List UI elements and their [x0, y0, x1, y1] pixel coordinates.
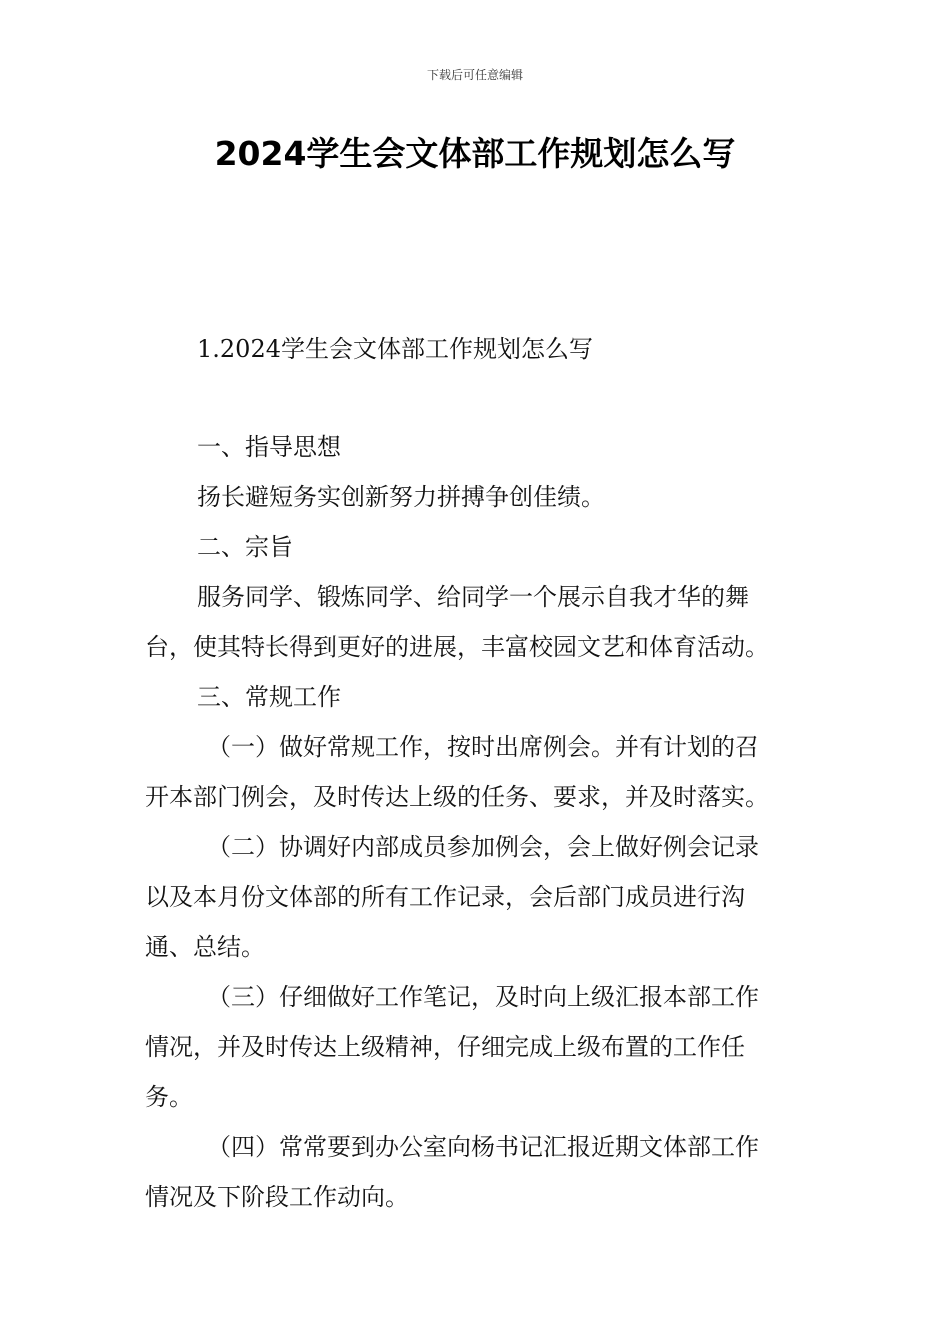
section-text-purpose-line: 台，使其特长得到更好的进展，丰富校园文艺和体育活动。: [145, 633, 769, 661]
item-text-line: （四）常常要到办公室向杨书记汇报近期文体部工作: [207, 1133, 759, 1161]
item-text-line: （一）做好常规工作，按时出席例会。并有计划的召: [207, 733, 759, 761]
item-text-line: 以及本月份文体部的所有工作记录，会后部门成员进行沟: [145, 883, 745, 911]
item-text-line: 开本部门例会，及时传达上级的任务、要求，并及时落实。: [145, 783, 769, 811]
document-body: [145, 422, 807, 1222]
item-text-line: 通、总结。: [145, 933, 265, 961]
item-text-line: （三）仔细做好工作笔记，及时向上级汇报本部工作: [207, 983, 759, 1011]
section-heading-guiding-idea: 一、指导思想: [197, 433, 341, 461]
section-text-purpose-line: 服务同学、锻炼同学、给同学一个展示自我才华的舞: [197, 583, 749, 611]
section-heading-routine-work: 三、常规工作: [197, 683, 341, 711]
item-text-line: 情况，并及时传达上级精神，仔细完成上级布置的工作任: [145, 1033, 745, 1061]
section-text-guiding-idea: 扬长避短务实创新努力拼搏争创佳绩。: [197, 483, 605, 511]
document-title: 2024学生会文体部工作规划怎么写: [214, 134, 736, 173]
header-note: 下载后可任意编辑: [426, 68, 523, 82]
subtitle-block: [145, 324, 807, 374]
subtitle: 1.2024学生会文体部工作规划怎么写: [197, 335, 593, 363]
item-text-line: 情况及下阶段工作动向。: [145, 1183, 409, 1211]
section-heading-purpose: 二、宗旨: [197, 533, 293, 561]
item-text-line: （二）协调好内部成员参加例会，会上做好例会记录: [207, 833, 759, 861]
item-text-line: 务。: [145, 1083, 193, 1111]
